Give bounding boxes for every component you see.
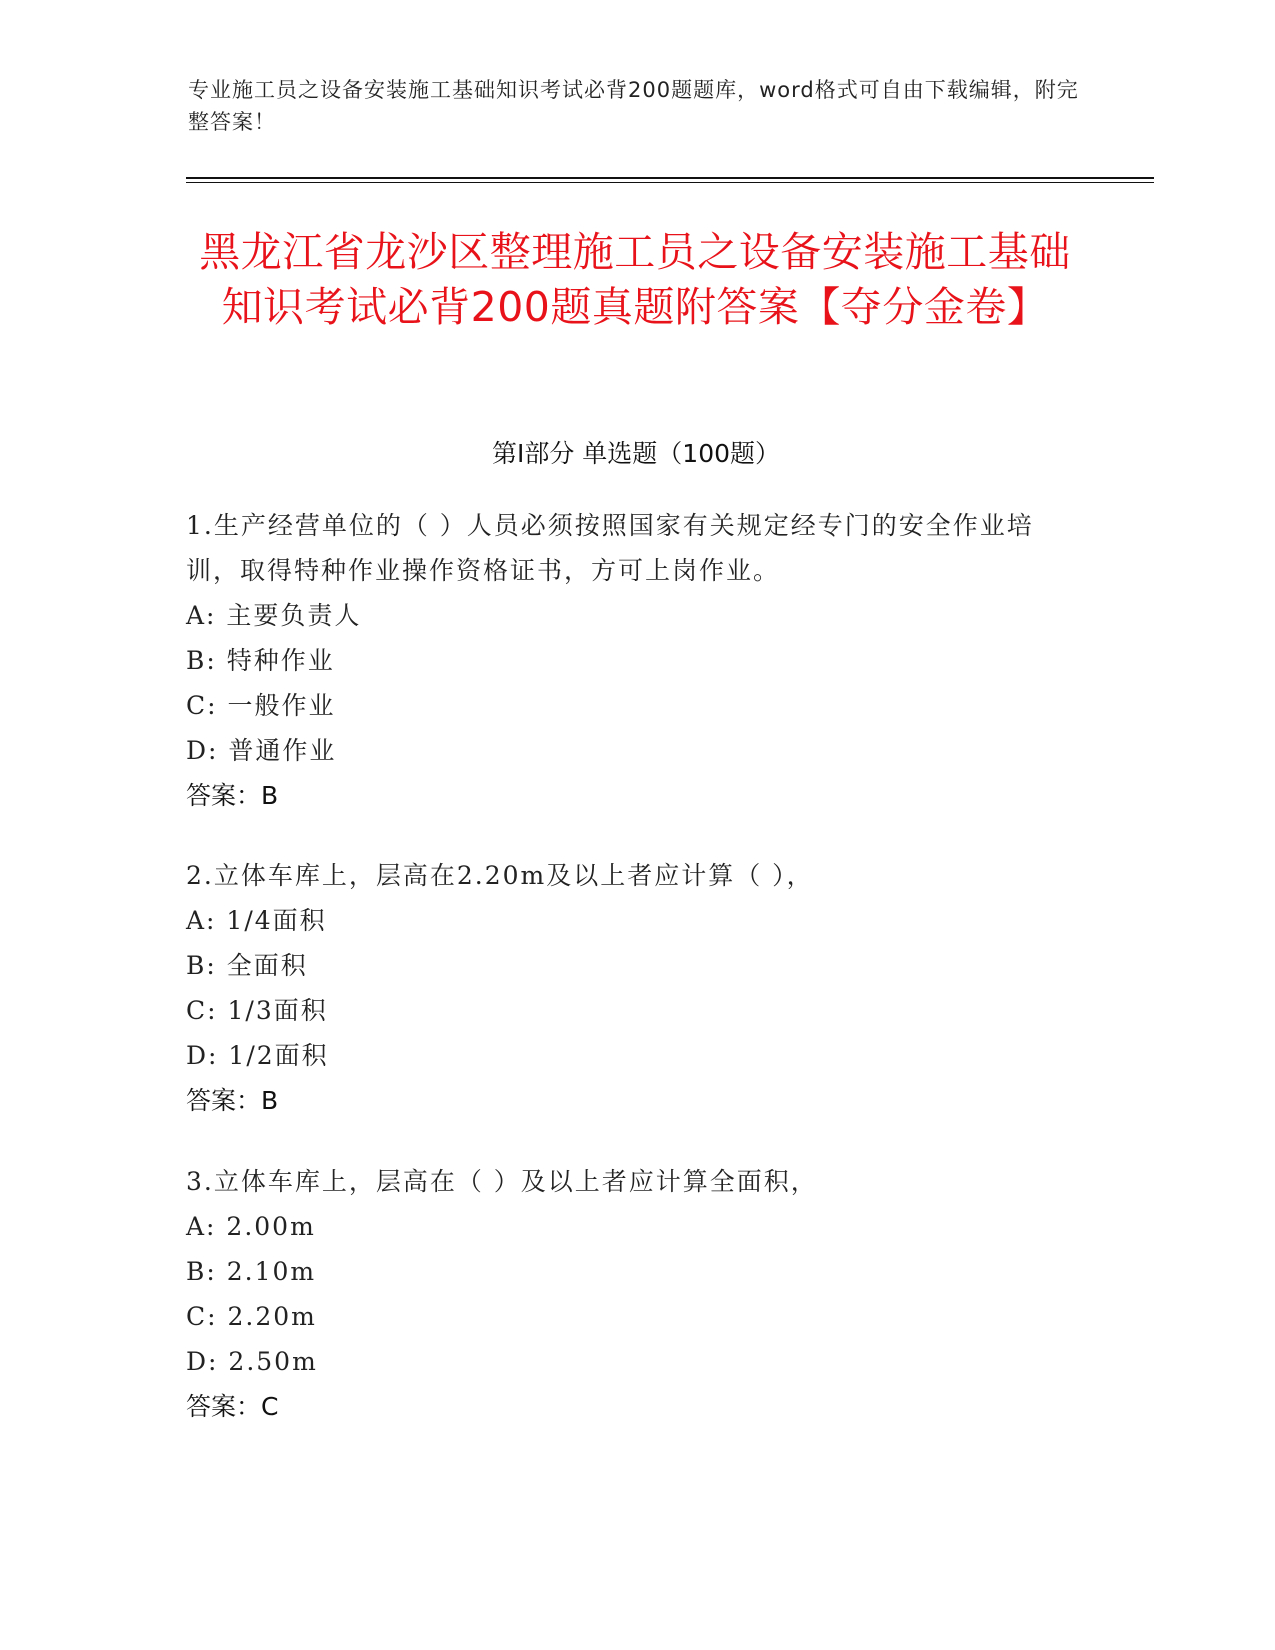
header-rule-thin [186,182,1154,183]
question-2 [186,853,1086,1123]
header-note: 专业施工员之设备安装施工基础知识考试必背200题题库，word格式可自由下载编辑，附完整答案！ [188,78,1079,134]
option-c: C: 1/3面积 [186,996,328,1025]
section-heading: 第I部分 单选题（100题） [491,439,781,468]
option-a: A: 主要负责人 [186,601,362,630]
question-3 [186,1159,1086,1429]
option-c: C: 2.20m [186,1302,317,1331]
option-b: B: 全面积 [186,951,308,980]
question-stem: 2.立体车库上，层高在2.20m及以上者应计算（ ）， [186,861,814,890]
option-d: D: 1/2面积 [186,1041,329,1070]
option-c: C: 一般作业 [186,691,336,720]
question-stem: 3.立体车库上，层高在（ ）及以上者应计算全面积， [186,1167,818,1196]
document-title: 黑龙江省龙沙区整理施工员之设备安装施工基础知识考试必背200题真题附答案【夺分金卷】 [199,228,1071,331]
option-d: D: 普通作业 [186,736,337,765]
answer: 答案：B [186,1086,279,1115]
answer: 答案：C [186,1392,279,1421]
answer: 答案：B [186,781,279,810]
option-b: B: 特种作业 [186,646,335,675]
question-stem: 1.生产经营单位的（ ）人员必须按照国家有关规定经专门的安全作业培训，取得特种作业操作资格证书，方可上岗作业。 [186,511,1034,585]
option-b: B: 2.10m [186,1257,317,1286]
header-rule-thick [186,177,1154,179]
option-a: A: 1/4面积 [186,906,327,935]
option-d: D: 2.50m [186,1347,318,1376]
question-1 [186,503,1086,818]
option-a: A: 2.00m [186,1212,316,1241]
